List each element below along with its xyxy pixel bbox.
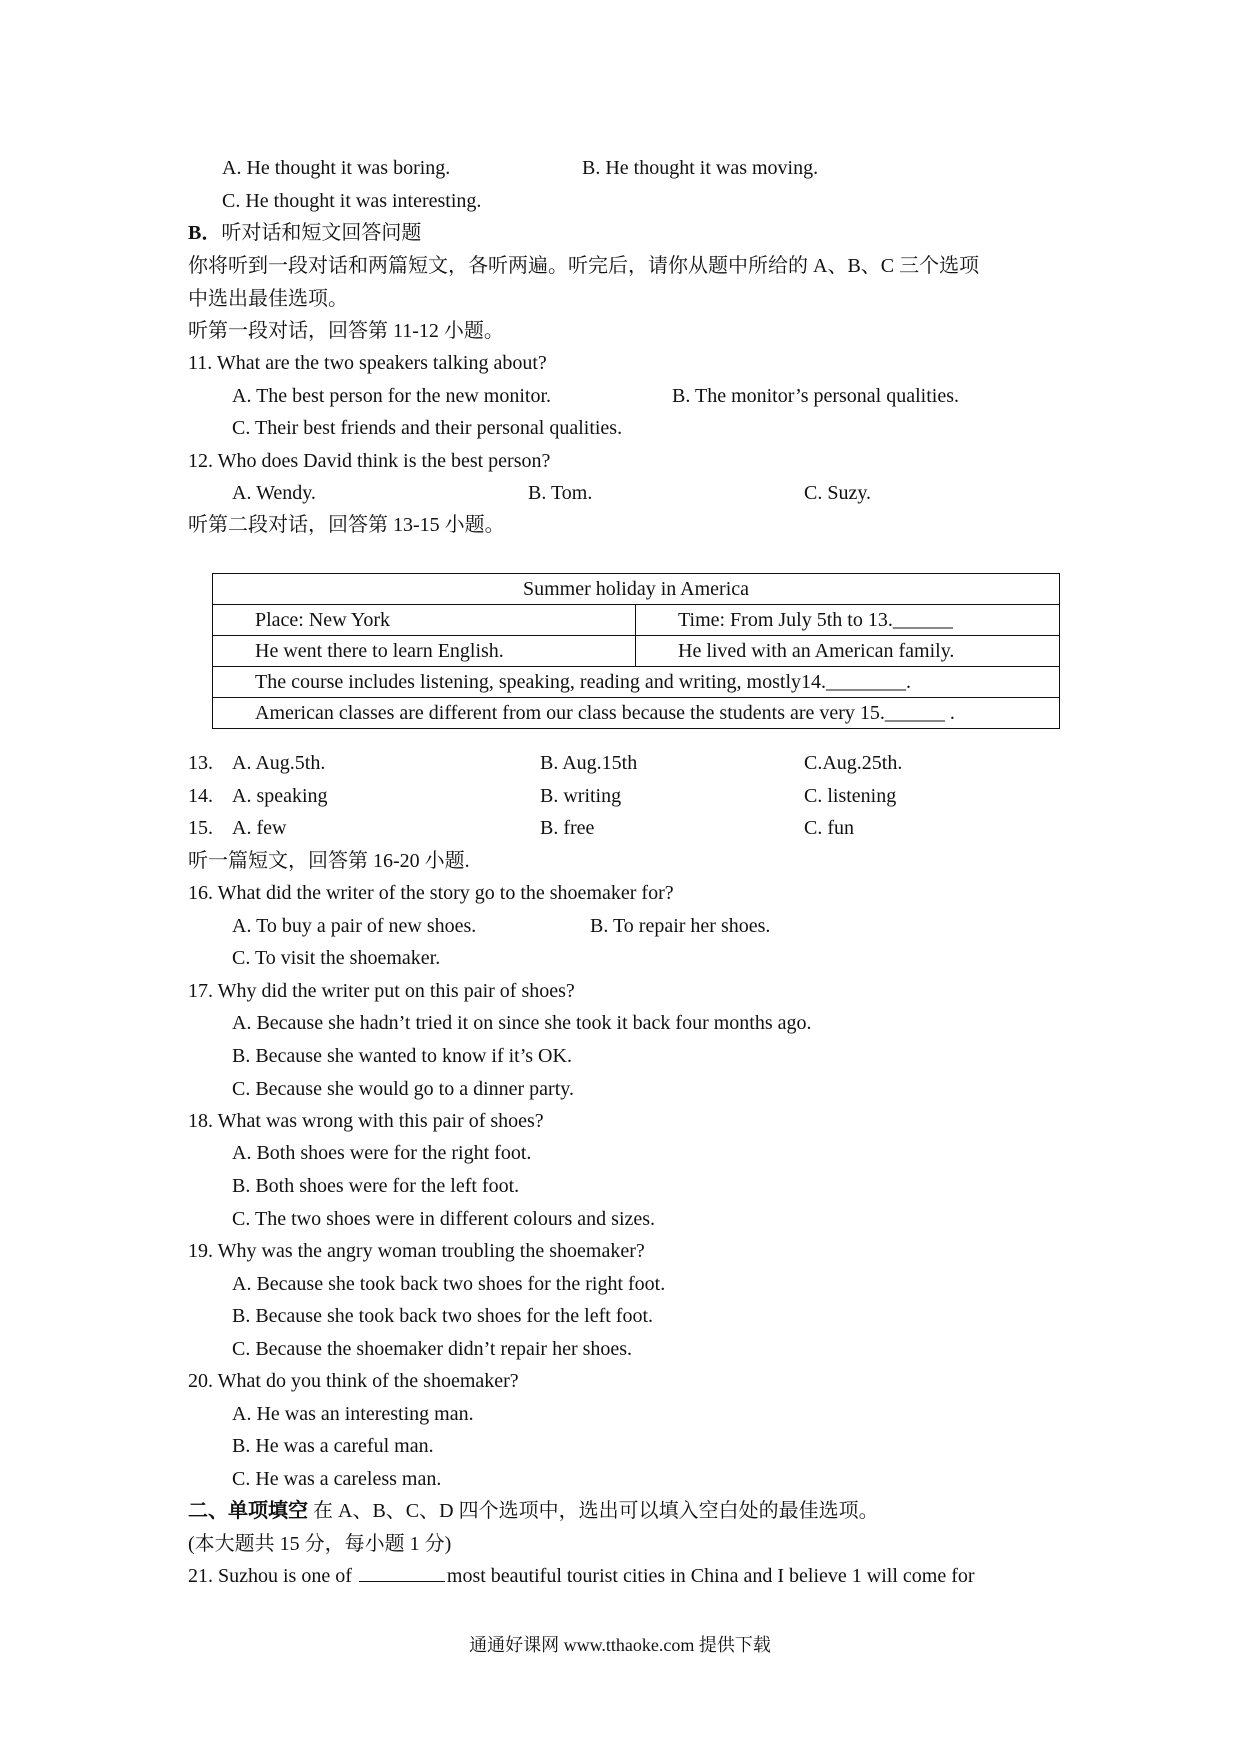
- q15-number: 15.: [188, 817, 213, 839]
- q11-option-a: A. The best person for the new monitor.: [232, 385, 552, 407]
- q19-option-a: A. Because she took back two shoes for the right foot.: [232, 1273, 666, 1295]
- q12-option-a: A. Wendy.: [232, 482, 316, 504]
- q20-option-a: A. He was an interesting man.: [232, 1403, 474, 1425]
- section-2-title: 二、单项填空: [188, 1500, 308, 1522]
- q14-option-c: C. listening: [804, 785, 897, 807]
- q17-option-c: C. Because she would go to a dinner party.: [232, 1078, 574, 1100]
- q11-stem: 11. What are the two speakers talking about?: [188, 352, 547, 374]
- q15-option-b: B. free: [540, 817, 595, 839]
- section-2-heading: [188, 1498, 879, 1524]
- q12-stem: 12. Who does David think is the best person?: [188, 450, 551, 472]
- page-footer: 通通好课网 www.tthaoke.com 提供下载: [469, 1635, 771, 1655]
- section-2-instruction: 在 A、B、C、D 四个选项中，选出可以填入空白处的最佳选项。: [308, 1500, 879, 1522]
- section-b-label: B．: [188, 222, 222, 244]
- q10-option-c: C. He thought it was interesting.: [222, 190, 482, 212]
- table-cell-course: The course includes listening, speaking, reading and writing, mostly14.________.: [213, 667, 1060, 698]
- q14-number: 14.: [188, 785, 213, 807]
- q13-option-a: A. Aug.5th.: [232, 752, 326, 774]
- q18-option-a: A. Both shoes were for the right foot.: [232, 1142, 532, 1164]
- q18-option-c: C. The two shoes were in different colours and sizes.: [232, 1208, 656, 1230]
- q13-option-b: B. Aug.15th: [540, 752, 638, 774]
- q20-option-c: C. He was a careless man.: [232, 1468, 442, 1490]
- q16-stem: 16. What did the writer of the story go to the shoemaker for?: [188, 882, 674, 904]
- q15-option-a: A. few: [232, 817, 287, 839]
- q19-stem: 19. Why was the angry woman troubling the shoemaker?: [188, 1240, 645, 1262]
- section-b-title: 听对话和短文回答问题: [221, 222, 422, 244]
- table-row: [213, 574, 1060, 605]
- section-2-score: (本大题共 15 分，每小题 1 分): [188, 1533, 452, 1555]
- passage-intro: 听一篇短文，回答第 16-20 小题.: [188, 850, 470, 872]
- table-row: [213, 667, 1060, 698]
- table-cell-went: He went there to learn English.: [213, 636, 636, 667]
- table-header: Summer holiday in America: [213, 574, 1060, 605]
- q16-option-b: B. To repair her shoes.: [590, 915, 771, 937]
- q13-option-c: C.Aug.25th.: [804, 752, 903, 774]
- q17-option-a: A. Because she hadn’t tried it on since she took it back four months ago.: [232, 1012, 812, 1034]
- q16-option-c: C. To visit the shoemaker.: [232, 947, 441, 969]
- q20-stem: 20. What do you think of the shoemaker?: [188, 1370, 519, 1392]
- q21-stem-after: most beautiful tourist cities in China and I believe 1 will come for: [446, 1565, 975, 1587]
- q21-blank: [359, 1563, 445, 1582]
- q12-option-b: B. Tom.: [528, 482, 593, 504]
- table-row: [213, 698, 1060, 729]
- section-b-instruction-2: 中选出最佳选项。: [188, 288, 348, 310]
- table-cell-place: Place: New York: [213, 605, 636, 636]
- dialogue2-intro: 听第二段对话，回答第 13-15 小题。: [188, 514, 505, 536]
- q20-option-b: B. He was a careful man.: [232, 1435, 434, 1457]
- q10-option-a: A. He thought it was boring.: [222, 157, 451, 179]
- q14-option-a: A. speaking: [232, 785, 328, 807]
- q18-stem: 18. What was wrong with this pair of shoes?: [188, 1110, 544, 1132]
- summary-table: [212, 573, 1060, 729]
- table-cell-classes: American classes are different from our class because the students are very 15.______ .: [213, 698, 1060, 729]
- table-cell-lived: He lived with an American family.: [636, 636, 1060, 667]
- q18-option-b: B. Both shoes were for the left foot.: [232, 1175, 520, 1197]
- dialogue1-intro: 听第一段对话，回答第 11-12 小题。: [188, 320, 504, 342]
- q19-option-c: C. Because the shoemaker didn’t repair her shoes.: [232, 1338, 633, 1360]
- q13-number: 13.: [188, 752, 213, 774]
- table-cell-time: Time: From July 5th to 13.______: [636, 605, 1060, 636]
- q19-option-b: B. Because she took back two shoes for the left foot.: [232, 1305, 654, 1327]
- q11-option-c: C. Their best friends and their personal qualities.: [232, 417, 623, 439]
- section-b-instruction-1: 你将听到一段对话和两篇短文，各听两遍。听完后，请你从题中所给的 A、B、C 三个选项: [188, 255, 980, 277]
- q10-option-b: B. He thought it was moving.: [582, 157, 819, 179]
- q21-stem: [188, 1563, 975, 1589]
- q12-option-c: C. Suzy.: [804, 482, 872, 504]
- q11-option-b: B. The monitor’s personal qualities.: [672, 385, 960, 407]
- q15-option-c: C. fun: [804, 817, 854, 839]
- q21-stem-before: 21. Suzhou is one of: [188, 1565, 357, 1587]
- q14-option-b: B. writing: [540, 785, 622, 807]
- q17-option-b: B. Because she wanted to know if it’s OK.: [232, 1045, 572, 1067]
- q17-stem: 17. Why did the writer put on this pair of shoes?: [188, 980, 575, 1002]
- table-row: [213, 605, 1060, 636]
- section-b-heading: [188, 220, 421, 246]
- q16-option-a: A. To buy a pair of new shoes.: [232, 915, 477, 937]
- table-row: [213, 636, 1060, 667]
